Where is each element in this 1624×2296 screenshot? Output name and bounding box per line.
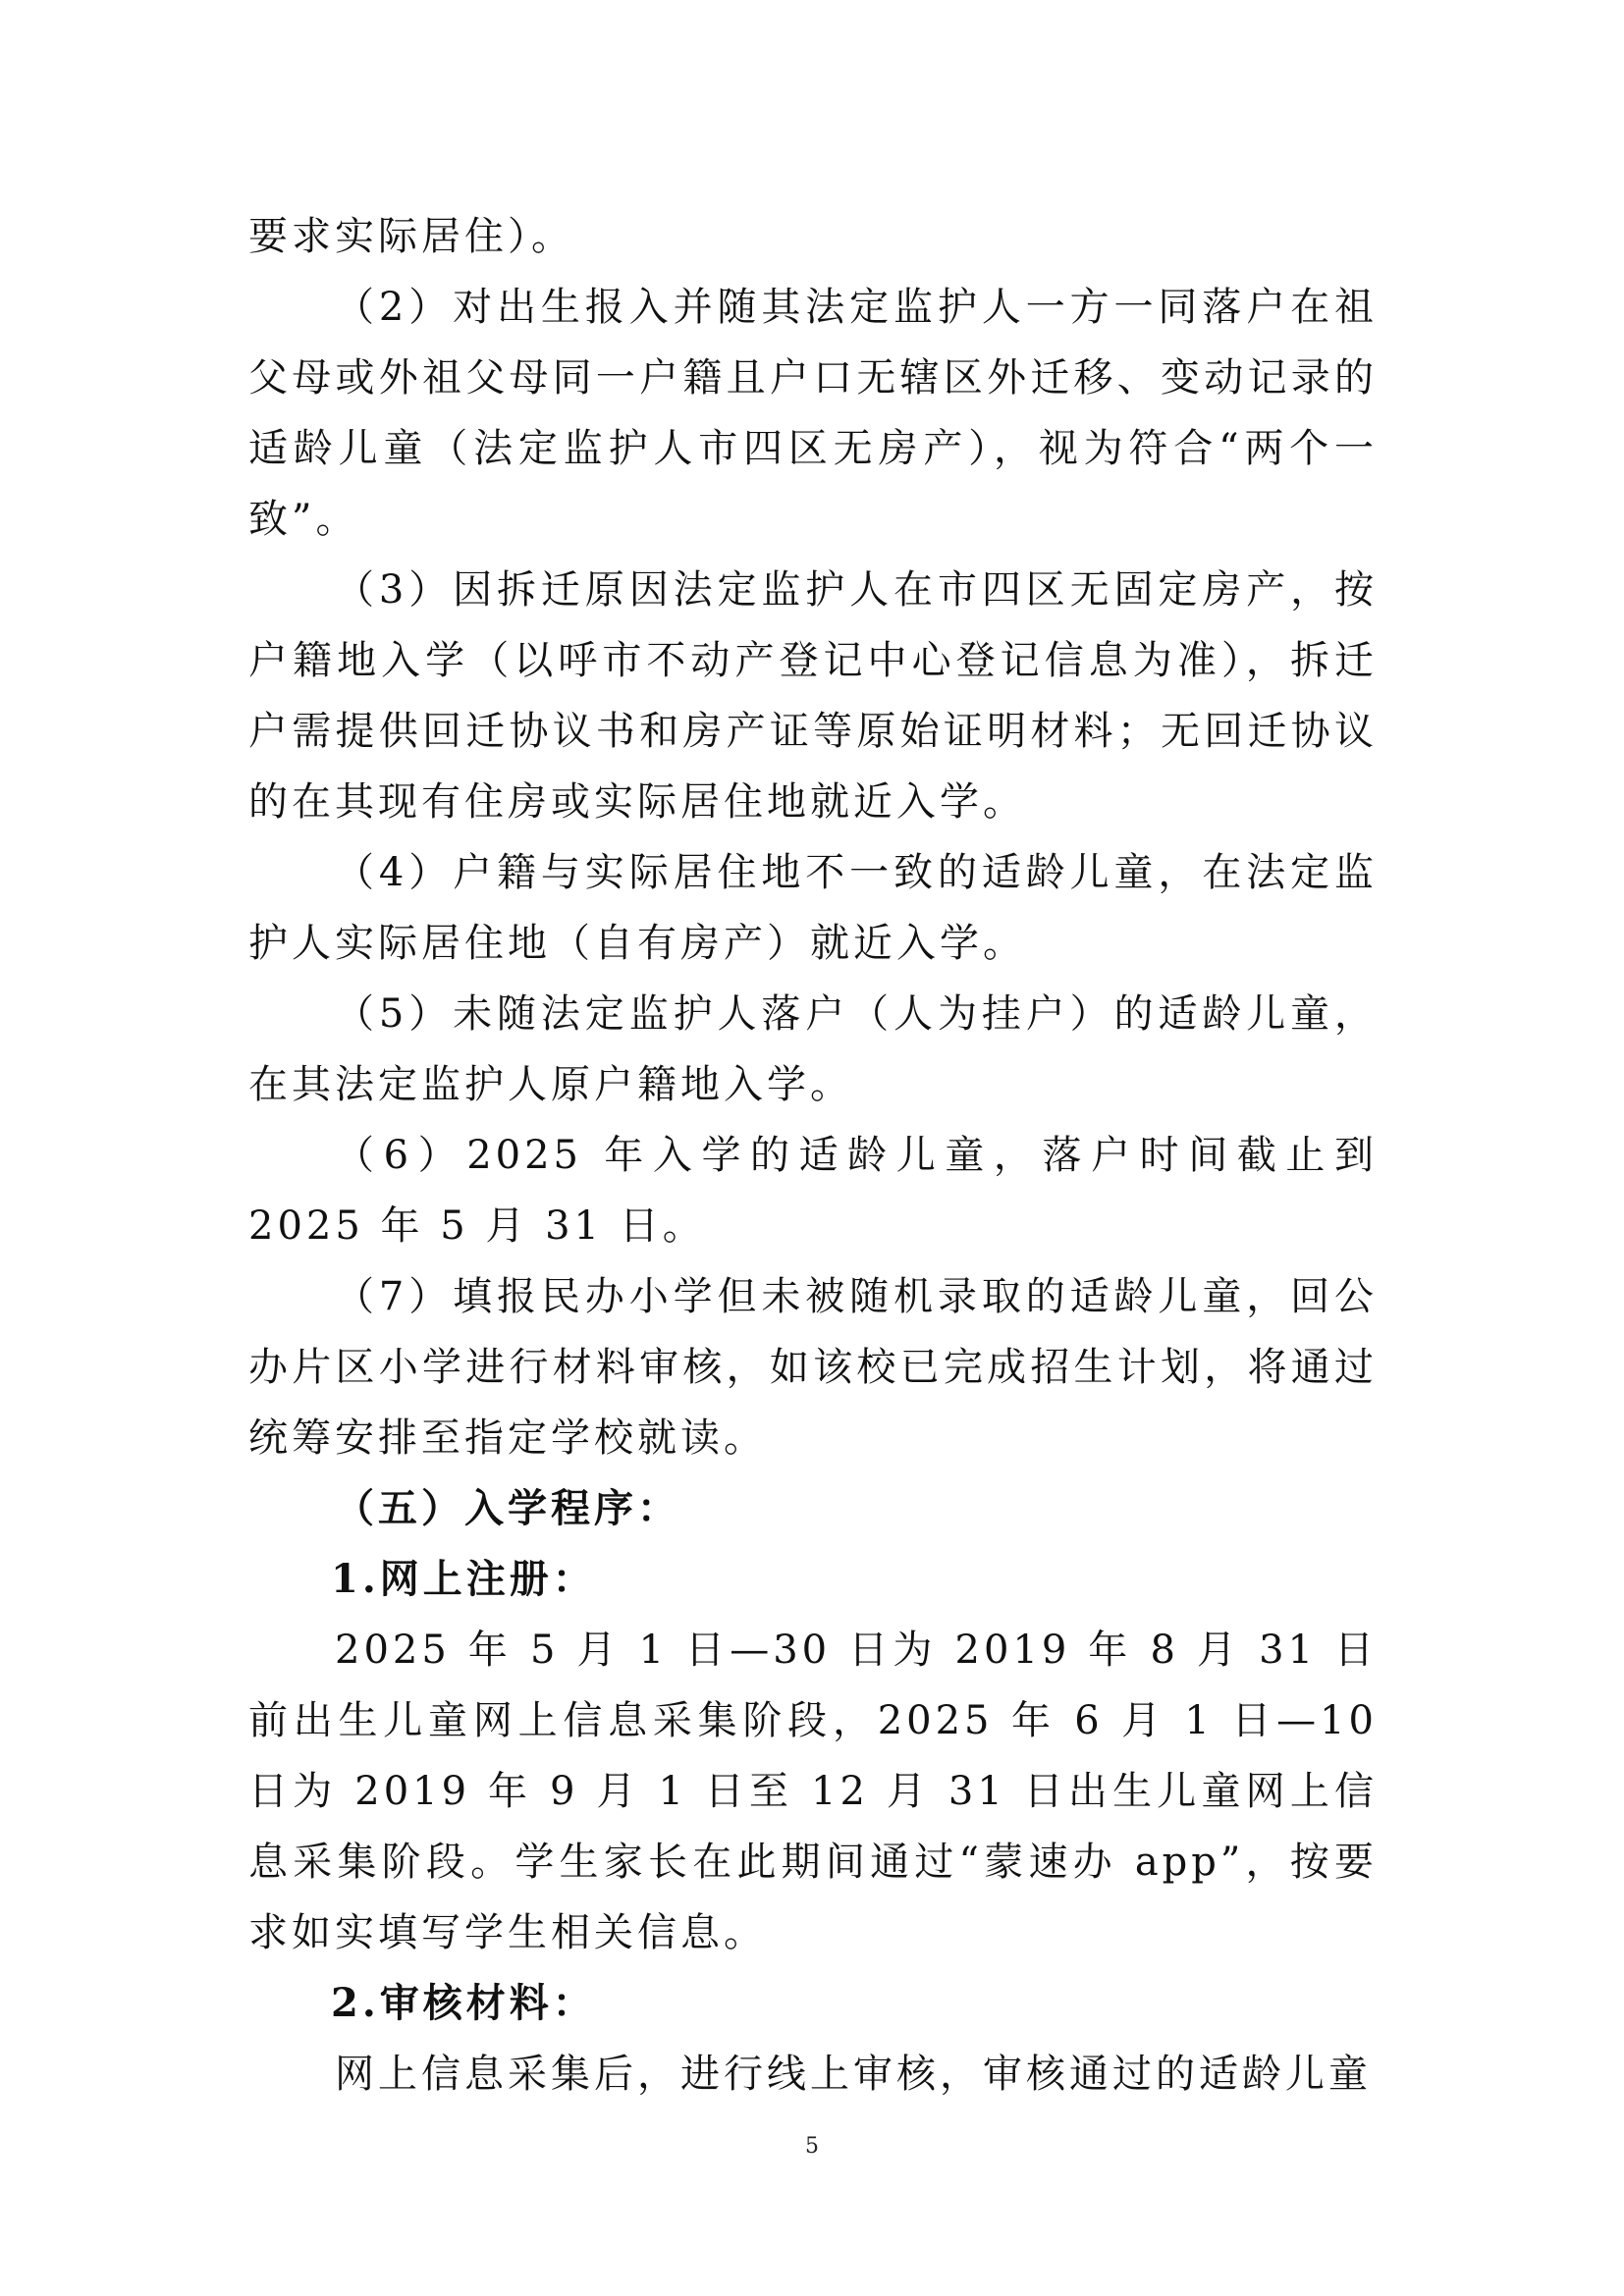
paragraph-item-5: （5）未随法定监护人落户（人为挂户）的适龄儿童，在其法定监护人原户籍地入学。: [248, 991, 1378, 1107]
page-number: 5: [805, 2134, 819, 2159]
paragraph-item-2: （2）对出生报入并随其法定监护人一方一同落户在祖父母或外祖父母同一户籍且户口无辖区外迁移、变动记录的适龄儿童（法定监护人市四区无房产），视为符合“两个一致”。: [248, 285, 1378, 542]
section-heading: （五）入学程序：: [335, 1485, 680, 1531]
paragraph-item-7: （7）填报民办小学但未被随机录取的适龄儿童，回公办片区小学进行材料审核，如该校已完成招生计划，将通过统筹安排至指定学校就读。: [248, 1274, 1378, 1461]
step-2-paragraph: 网上信息采集后，进行线上审核，审核通过的适龄儿童: [335, 2052, 1372, 2097]
paragraph-continuation: 要求实际居住）。: [248, 214, 574, 259]
paragraph-item-3: （3）因拆迁原因法定监护人在市四区无固定房产，按户籍地入学（以呼市不动产登记中心登记信息为准），拆迁户需提供回迁协议书和房产证等原始证明材料；无回迁协议的在其现有住房或实际居住地就近入学。: [248, 567, 1378, 825]
step-1-paragraph: 2025 年 5 月 1 日—30 日为 2019 年 8 月 31 日前出生儿童网上信息采集阶段，2025 年 6 月 1 日—10 日为 2019 年 9 月 1 日至 12 月 31 日出生儿童网上信息采集阶段。学生家长在此期间通过“蒙速办 app”，按要求如实填写学生相关信息。: [248, 1628, 1378, 1955]
step-2-heading: 2.审核材料：: [331, 1980, 596, 2026]
paragraph-item-6: （6）2025 年入学的适龄儿童，落户时间截止到 2025 年 5 月 31 日。: [248, 1133, 1378, 1249]
paragraph-item-4: （4）户籍与实际居住地不一致的适龄儿童，在法定监护人实际居住地（自有房产）就近入学。: [248, 850, 1378, 966]
document-body: [248, 201, 1378, 2109]
step-1-heading: 1.网上注册：: [331, 1556, 596, 1602]
